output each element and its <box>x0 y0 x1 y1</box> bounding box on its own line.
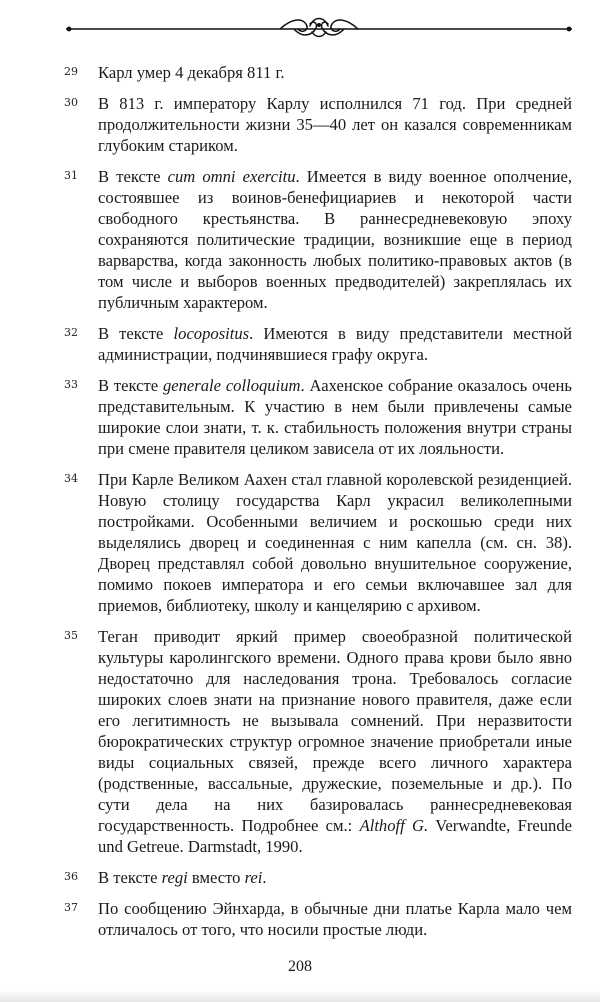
footnote <box>62 469 572 616</box>
footnote-text-segment: По сообщению Эйнхарда, в обычные дни платье Карла мало чем отличалось от того, что носили простые люди. <box>98 899 572 939</box>
page-edge <box>0 990 600 1002</box>
footnote <box>62 867 572 888</box>
footnote-text <box>98 93 572 156</box>
footnote-number: 30 <box>64 96 78 109</box>
footnote-text-segment: вместо <box>187 868 245 887</box>
italic-latin-term: Althoff G. <box>359 816 429 835</box>
footnote <box>62 626 572 857</box>
footnote-number: 31 <box>64 169 78 182</box>
footnote-number: 35 <box>64 629 78 642</box>
footnote-text-segment: В тексте <box>98 167 168 186</box>
footnote-text-segment: При Карле Великом Аахен стал главной королевской резиденцией. Новую столицу государства Карл украсил великолепными постройками. Особенными величием и роскошью среди них выделялись дворец и соединенная с ним капелла (см. сн. 38). Дворец представлял собой довольно внушительное сооружение, помимо покоев императора и его семьи включавшее зал для приемов, библиотеку, школу и канцелярию с архивом. <box>98 470 572 615</box>
footnote-text-segment: . <box>262 868 267 887</box>
footnote <box>62 166 572 313</box>
italic-latin-term: generale colloquium <box>162 376 301 395</box>
footnote-text <box>98 62 572 83</box>
footnote-number: 32 <box>64 326 78 339</box>
footnote-number: 34 <box>64 472 78 485</box>
footnote-text <box>98 375 572 459</box>
footnote-number: 33 <box>64 378 78 391</box>
italic-latin-term: cum omni exercitu <box>167 167 296 186</box>
footnote <box>62 93 572 156</box>
italic-latin-term: regi <box>161 868 188 887</box>
footnote <box>62 375 572 459</box>
footnote-text <box>98 469 572 616</box>
footnote-text <box>98 166 572 313</box>
footnote <box>62 898 572 940</box>
footnote <box>62 323 572 365</box>
scroll-ornament-icon <box>66 14 572 40</box>
footnote-number: 36 <box>64 870 78 883</box>
footnote <box>62 62 572 83</box>
italic-latin-term: rei <box>244 868 263 887</box>
footnote-text <box>98 626 572 857</box>
footnote-text-segment: В 813 г. императору Карлу исполнился 71 год. При средней продолжительности жизни 35—40 лет он казался современникам глубоким стариком. <box>98 94 572 155</box>
footnote-number: 37 <box>64 901 78 914</box>
footnote-text <box>98 323 572 365</box>
footnote-text-segment: . Аахенское собрание оказалось очень представительным. К участию в нем были привлечены самые широкие слои знати, т. к. стабильность положения внутри страны при смене правителя целиком зависела от их лояльности. <box>98 376 572 458</box>
footnote-text-segment: Теган приводит яркий пример своеобразной политической культуры каролингского времени. Одного права крови было явно недостаточно для наследования трона. Требовалось согласие широких слоев знати на признание нового правителя, даже если его легитимность не вызывала сомнений. При неразвитости бюрократических структур огромное значение приобретали иные виды социальных связей, прежде всего личного характера (родственные, вассальные, дружеские, поземельные и др.). По сути дела на них базировалась раннесредневековая государственность. Подробнее см.: <box>98 627 572 835</box>
footnote-text <box>98 898 572 940</box>
footnote-text-segment: Карл умер 4 декабря 811 г. <box>98 63 285 82</box>
footnote-text-segment: В тексте <box>98 324 174 343</box>
footnote-number: 29 <box>64 65 78 78</box>
footnote-text-segment: В тексте <box>98 376 163 395</box>
page-number: 208 <box>288 958 312 975</box>
footnote-text-segment: В тексте <box>98 868 162 887</box>
footnote-text-segment: Verwandte, Freunde und Getreue. Darmstadt, 1990. <box>98 816 572 856</box>
footnote-text <box>98 867 572 888</box>
footnotes-list <box>62 62 572 950</box>
footnote-text-segment: . Имеются в виду представители местной администрации, подчинявшиеся графу округа. <box>98 324 572 364</box>
footnote-text-segment: . Имеется в виду военное ополчение, состоявшее из воинов-бенефициариев и некоторой части свободного крестьянства. В раннесредневековую эпоху сохраняются политические традиции, возникшие еще в период варварства, когда законность любых политико-правовых актов (в том числе и выборов военных предводителей) закреплялась их публичным характером. <box>98 167 572 312</box>
italic-latin-term: locopositus <box>173 324 250 343</box>
